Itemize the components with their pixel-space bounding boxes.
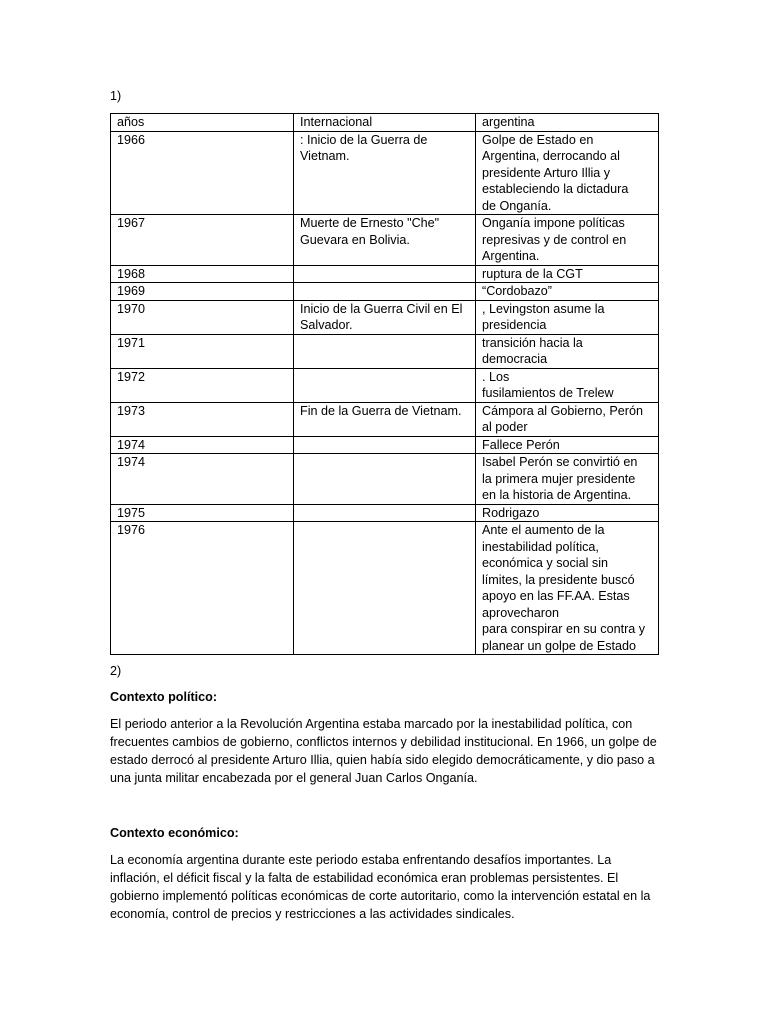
header-argentina: argentina [476,114,659,132]
cell-argentina: Onganía impone políticas represivas y de control en Argentina. [476,215,659,266]
cell-argentina: transición hacia la democracia [476,334,659,368]
table-row [111,522,659,655]
cell-international [294,283,476,301]
cell-international [294,454,476,505]
table-row [111,131,659,215]
cell-international [294,334,476,368]
cell-international: Fin de la Guerra de Vietnam. [294,402,476,436]
timeline-table [110,113,659,655]
question-1-label: 1) [110,89,122,103]
cell-international [294,265,476,283]
economic-context-heading: Contexto económico: [110,826,239,840]
cell-argentina: Isabel Perón se convirtió en la primera mujer presidente en la historia de Argentina. [476,454,659,505]
cell-argentina: “Cordobazo” [476,283,659,301]
cell-argentina: Rodrigazo [476,504,659,522]
political-context-paragraph: El periodo anterior a la Revolución Argentina estaba marcado por la inestabilidad política, con frecuentes cambios de gobierno, conflictos internos y debilidad institucional. En 1966, un golpe de estado derrocó al presidente Arturo Illia, quien había sido elegido democráticamente, y dio paso a una junta militar encabezada por el general Juan Carlos Onganía. [110,717,657,785]
political-context-heading: Contexto político: [110,690,218,704]
cell-argentina: Ante el aumento de la inestabilidad política, económica y social sin límites, la presidente buscó apoyo en las FF.AA. Estas aprovecharon para conspirar en su contra y planear un golpe de Estado [476,522,659,655]
cell-year: 1973 [111,402,294,436]
cell-year: 1972 [111,368,294,402]
header-international: Internacional [294,114,476,132]
table-row [111,402,659,436]
cell-argentina: ruptura de la CGT [476,265,659,283]
cell-year: 1966 [111,131,294,215]
table-row [111,283,659,301]
cell-argentina: Golpe de Estado en Argentina, derrocando al presidente Arturo Illia y estableciendo la dictadura de Onganía. [476,131,659,215]
table-row [111,334,659,368]
cell-year: 1971 [111,334,294,368]
cell-year: 1974 [111,436,294,454]
cell-international: : Inicio de la Guerra de Vietnam. [294,131,476,215]
cell-year: 1967 [111,215,294,266]
cell-year: 1970 [111,300,294,334]
header-years: años [111,114,294,132]
cell-year: 1969 [111,283,294,301]
cell-argentina: , Levingston asume la presidencia [476,300,659,334]
cell-international [294,368,476,402]
table-row [111,436,659,454]
economic-context-paragraph: La economía argentina durante este periodo estaba enfrentando desafíos importantes. La inflación, el déficit fiscal y la falta de estabilidad económica eran problemas persistentes. El gobierno implementó políticas económicas de corte autoritario, como la intervención estatal en la economía, control de precios y restricciones a las actividades sindicales. [110,853,651,921]
cell-year: 1976 [111,522,294,655]
cell-argentina: Cámpora al Gobierno, Perón al poder [476,402,659,436]
cell-year: 1975 [111,504,294,522]
timeline-table-body [111,114,659,655]
table-row [111,215,659,266]
table-row [111,265,659,283]
cell-international [294,436,476,454]
cell-year: 1974 [111,454,294,505]
cell-international [294,522,476,655]
cell-international [294,504,476,522]
cell-argentina: . Los fusilamientos de Trelew [476,368,659,402]
cell-international: Muerte de Ernesto "Che" Guevara en Bolivia. [294,215,476,266]
table-row [111,368,659,402]
table-header-row [111,114,659,132]
question-2-label: 2) [110,664,122,678]
table-row [111,454,659,505]
table-row [111,300,659,334]
cell-year: 1968 [111,265,294,283]
table-row [111,504,659,522]
cell-international: Inicio de la Guerra Civil en El Salvador. [294,300,476,334]
cell-argentina: Fallece Perón [476,436,659,454]
